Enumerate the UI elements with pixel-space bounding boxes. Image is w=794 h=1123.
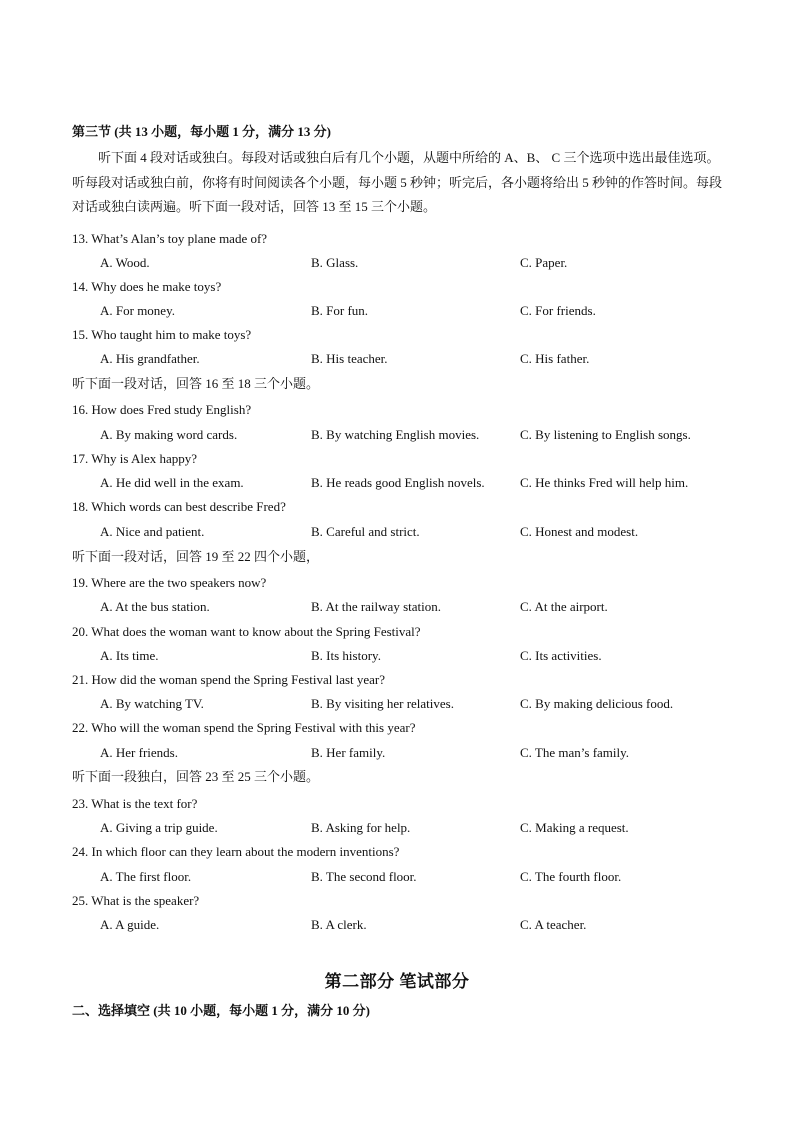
q19-option-b: B. At the railway station. [311, 599, 441, 614]
q13-option-c: C. Paper. [520, 255, 568, 270]
q13-option-b: B. Glass. [311, 255, 359, 270]
q16-option-b: B. By watching English movies. [311, 427, 480, 442]
q17-option-c: C. He thinks Fred will help him. [520, 475, 689, 490]
section3-intro: 听下面 4 段对话或独白。每段对话或独白后有几个小题，从题中所给的 A、B、 C 三个选项中选出最佳选项。听每段对话或独白前，你将有时间阅读各个小题，每小题 5 秒钟；听完后，各小题将给出 5 秒钟的作答时间。每段对话或独白读两遍。听下面一段对话，回答 13 至 15 三个小题。 [72, 150, 723, 214]
q20-option-c: C. Its activities. [520, 648, 602, 663]
q17-option-a: A. He did well in the exam. [100, 475, 244, 490]
q20-option-a: A. Its time. [100, 648, 159, 663]
q20-option-b: B. Its history. [311, 648, 381, 663]
q25-option-a: A. A guide. [100, 917, 160, 932]
q13-option-a: A. Wood. [100, 255, 150, 270]
q25-option-b: B. A clerk. [311, 917, 367, 932]
question-21: 21. How did the woman spend the Spring Festival last year? [72, 672, 386, 687]
instruction-16-18: 听下面一段对话，回答 16 至 18 三个小题。 [72, 376, 320, 391]
q15-option-c: C. His father. [520, 351, 590, 366]
question-18: 18. Which words can best describe Fred? [72, 499, 286, 514]
q22-option-c: C. The man’s family. [520, 745, 630, 760]
q21-option-c: C. By making delicious food. [520, 696, 674, 711]
question-22: 22. Who will the woman spend the Spring Festival with this year? [72, 720, 416, 735]
question-23: 23. What is the text for? [72, 796, 198, 811]
q23-option-b: B. Asking for help. [311, 820, 411, 835]
part2-section-heading: 二、选择填空 (共 10 小题，每小题 1 分，满分 10 分) [72, 1003, 370, 1018]
section3-heading: 第三节 (共 13 小题，每小题 1 分，满分 13 分) [72, 124, 331, 139]
q18-option-c: C. Honest and modest. [520, 524, 639, 539]
q23-option-a: A. Giving a trip guide. [100, 820, 218, 835]
q24-option-b: B. The second floor. [311, 869, 417, 884]
q25-option-c: C. A teacher. [520, 917, 587, 932]
part2-title: 第二部分 笔试部分 [324, 972, 470, 991]
q24-option-c: C. The fourth floor. [520, 869, 622, 884]
q24-option-a: A. The first floor. [100, 869, 192, 884]
q19-option-c: C. At the airport. [520, 599, 608, 614]
question-15: 15. Who taught him to make toys? [72, 327, 252, 342]
q16-option-c: C. By listening to English songs. [520, 427, 691, 442]
question-20: 20. What does the woman want to know about the Spring Festival? [72, 624, 421, 639]
q15-option-b: B. His teacher. [311, 351, 388, 366]
q19-option-a: A. At the bus station. [100, 599, 210, 614]
question-19: 19. Where are the two speakers now? [72, 575, 267, 590]
question-16: 16. How does Fred study English? [72, 402, 252, 417]
question-17: 17. Why is Alex happy? [72, 451, 198, 466]
q21-option-b: B. By visiting her relatives. [311, 696, 454, 711]
q18-option-b: B. Careful and strict. [311, 524, 420, 539]
q14-option-b: B. For fun. [311, 303, 369, 318]
q15-option-a: A. His grandfather. [100, 351, 200, 366]
instruction-19-22: 听下面一段对话，回答 19 至 22 四个小题， [72, 549, 320, 564]
q22-option-a: A. Her friends. [100, 745, 178, 760]
q16-option-a: A. By making word cards. [100, 427, 238, 442]
q18-option-a: A. Nice and patient. [100, 524, 205, 539]
question-14: 14. Why does he make toys? [72, 279, 222, 294]
q14-option-c: C. For friends. [520, 303, 596, 318]
q23-option-c: C. Making a request. [520, 820, 629, 835]
instruction-23-25: 听下面一段独白，回答 23 至 25 三个小题。 [72, 769, 320, 784]
q14-option-a: A. For money. [100, 303, 175, 318]
q17-option-b: B. He reads good English novels. [311, 475, 485, 490]
q21-option-a: A. By watching TV. [100, 696, 204, 711]
question-13: 13. What’s Alan’s toy plane made of? [72, 231, 268, 246]
q22-option-b: B. Her family. [311, 745, 386, 760]
question-25: 25. What is the speaker? [72, 893, 200, 908]
question-24: 24. In which floor can they learn about the modern inventions? [72, 844, 400, 859]
